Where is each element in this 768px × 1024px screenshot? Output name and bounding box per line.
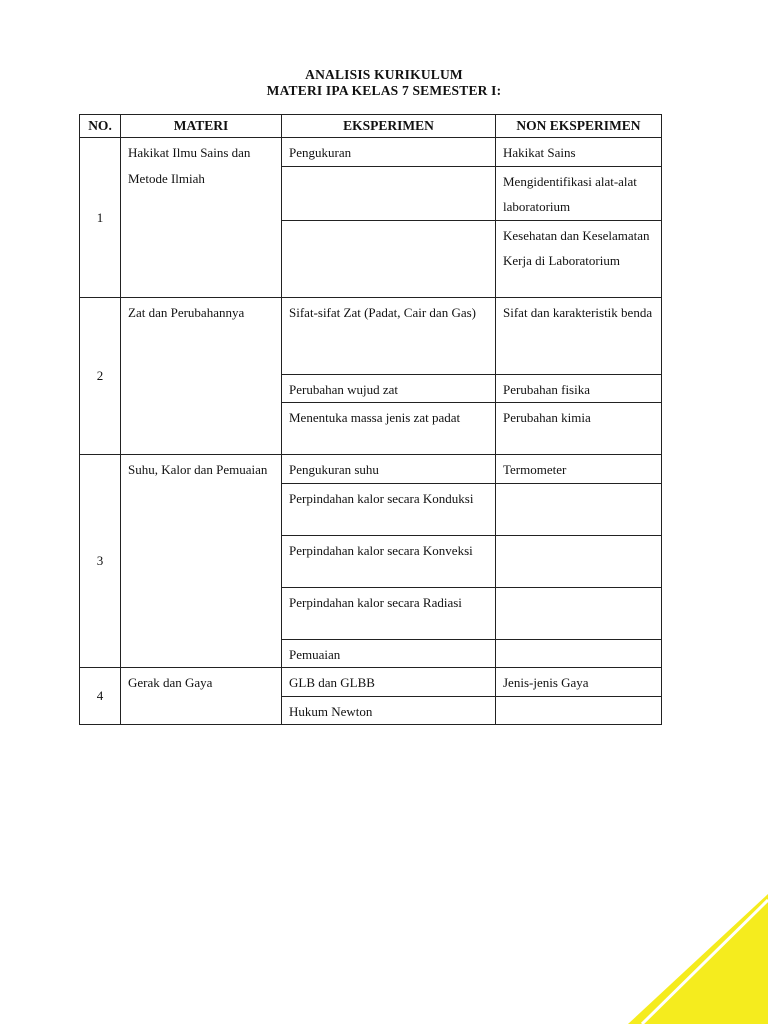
non-eksperimen-cell <box>496 696 662 725</box>
header-no: NO. <box>80 115 121 138</box>
eksperimen-cell: Perubahan wujud zat <box>282 374 496 403</box>
corner-triangle-shape <box>628 894 768 1024</box>
table-row <box>80 138 662 167</box>
eksperimen-cell: Perpindahan kalor secara Konveksi <box>282 535 496 587</box>
table-row <box>80 455 662 484</box>
non-eksperimen-cell: Sifat dan karakteristik benda <box>496 297 662 374</box>
eksperimen-cell: Perpindahan kalor secara Konduksi <box>282 483 496 535</box>
materi-cell: Hakikat Ilmu Sains dan Metode Ilmiah <box>121 138 282 298</box>
eksperimen-cell: Hukum Newton <box>282 696 496 725</box>
title-line-2: MATERI IPA KELAS 7 SEMESTER I: <box>266 83 502 98</box>
materi-cell: Suhu, Kalor dan Pemuaian <box>121 455 282 668</box>
materi-cell: Gerak dan Gaya <box>121 668 282 725</box>
title-line-1: ANALISIS KURIKULUM <box>305 67 463 82</box>
eksperimen-cell: Perpindahan kalor secara Radiasi <box>282 587 496 639</box>
eksperimen-cell: Pemuaian <box>282 639 496 668</box>
row-number: 2 <box>80 297 121 455</box>
header-non-eksperimen: NON EKSPERIMEN <box>496 115 662 138</box>
header-eksperimen: EKSPERIMEN <box>282 115 496 138</box>
eksperimen-cell: Menentuka massa jenis zat padat <box>282 403 496 455</box>
non-eksperimen-cell: Termometer <box>496 455 662 484</box>
document-title <box>0 67 768 99</box>
eksperimen-cell: Pengukuran suhu <box>282 455 496 484</box>
non-eksperimen-cell <box>496 587 662 639</box>
curriculum-table <box>79 114 662 725</box>
eksperimen-cell <box>282 166 496 220</box>
non-eksperimen-cell: Jenis-jenis Gaya <box>496 668 662 697</box>
table-row <box>80 297 662 374</box>
non-eksperimen-cell: Hakikat Sains <box>496 138 662 167</box>
eksperimen-cell: Pengukuran <box>282 138 496 167</box>
yellow-corner-decoration <box>628 894 768 1024</box>
eksperimen-cell: Sifat-sifat Zat (Padat, Cair dan Gas) <box>282 297 496 374</box>
row-number: 4 <box>80 668 121 725</box>
non-eksperimen-cell <box>496 639 662 668</box>
non-eksperimen-cell: Kesehatan dan Keselamatan Kerja di Laboratorium <box>496 220 662 297</box>
non-eksperimen-cell: Perubahan kimia <box>496 403 662 455</box>
non-eksperimen-cell: Mengidentifikasi alat-alat laboratorium <box>496 166 662 220</box>
non-eksperimen-cell <box>496 483 662 535</box>
row-number: 1 <box>80 138 121 298</box>
row-number: 3 <box>80 455 121 668</box>
header-materi: MATERI <box>121 115 282 138</box>
eksperimen-cell <box>282 220 496 297</box>
non-eksperimen-cell: Perubahan fisika <box>496 374 662 403</box>
eksperimen-cell: GLB dan GLBB <box>282 668 496 697</box>
table-header-row <box>80 115 662 138</box>
table-row <box>80 668 662 697</box>
materi-cell: Zat dan Perubahannya <box>121 297 282 455</box>
non-eksperimen-cell <box>496 535 662 587</box>
